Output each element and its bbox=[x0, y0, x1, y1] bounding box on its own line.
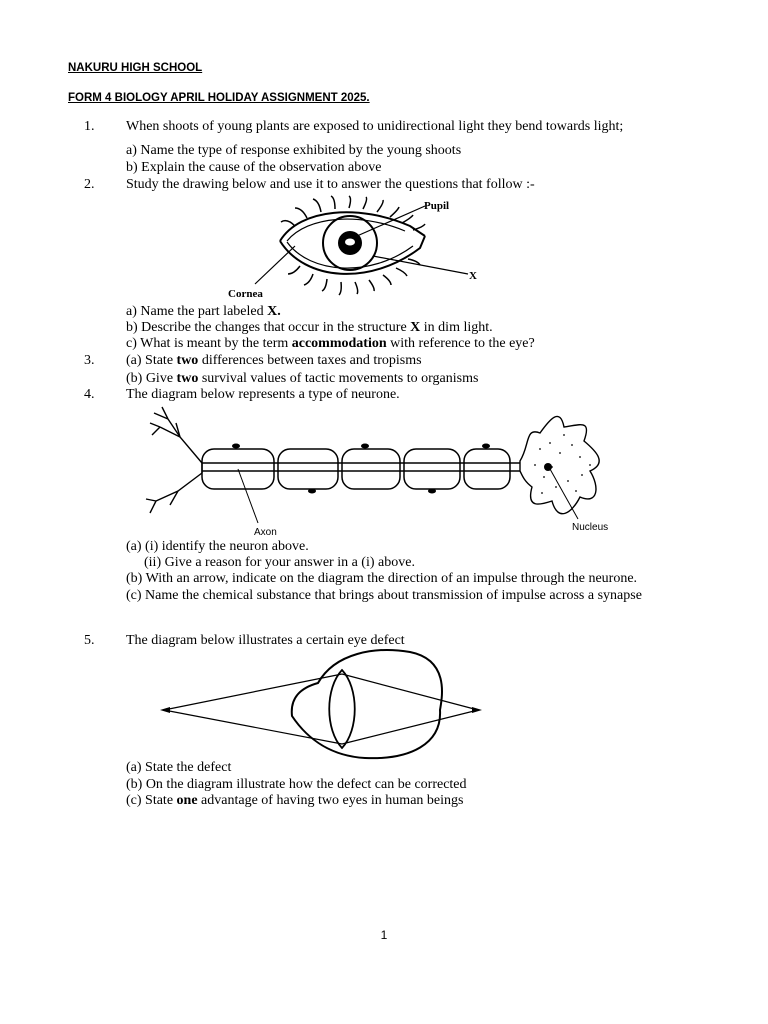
focus-point-left bbox=[160, 707, 170, 713]
q4-part-c: (c) Name the chemical substance that brings about transmission of impulse across a synapse bbox=[126, 588, 642, 603]
myelin-sheath bbox=[202, 449, 510, 489]
q5-part-c: (c) State one advantage of having two eyes in human beings bbox=[126, 793, 464, 808]
q4-part-b: (b) With an arrow, indicate on the diagram the direction of an impulse through the neurone. bbox=[126, 571, 638, 586]
q2-part-a: a) Name the part labeled X. bbox=[126, 304, 281, 319]
label-x: X bbox=[469, 270, 477, 282]
q5-part-b: (b) On the diagram illustrate how the defect can be corrected bbox=[126, 777, 467, 792]
dendrites-left bbox=[146, 407, 202, 513]
assignment-title: FORM 4 BIOLOGY APRIL HOLIDAY ASSIGNMENT 2025. bbox=[68, 92, 370, 104]
q1-number: 1. bbox=[84, 119, 95, 134]
lower-eyelashes bbox=[288, 259, 420, 295]
page-number: 1 bbox=[380, 928, 388, 942]
q1-part-a: a) Name the type of response exhibited by the young shoots bbox=[126, 143, 462, 158]
eye-defect-diagram bbox=[160, 648, 485, 763]
q2-number: 2. bbox=[84, 177, 95, 192]
q2-stem: Study the drawing below and use it to answer the questions that follow :- bbox=[126, 177, 535, 192]
eye-diagram bbox=[225, 196, 485, 301]
q5-stem: The diagram below illustrates a certain eye defect bbox=[126, 633, 405, 648]
light-rays bbox=[164, 674, 478, 744]
q4-part-a-i: (a) (i) identify the neuron above. bbox=[126, 539, 309, 554]
school-name: NAKURU HIGH SCHOOL bbox=[68, 62, 203, 74]
focus-point-right bbox=[472, 707, 482, 713]
q2-part-b: b) Describe the changes that occur in the structure X in dim light. bbox=[126, 320, 493, 335]
label-cornea: Cornea bbox=[228, 288, 263, 300]
eyeball bbox=[292, 650, 442, 758]
cell-body-granules bbox=[534, 434, 591, 494]
q3-part-b: (b) Give two survival values of tactic movements to organisms bbox=[126, 371, 479, 386]
q1-stem: When shoots of young plants are exposed to unidirectional light they bend towards light; bbox=[126, 119, 624, 134]
label-pupil: Pupil bbox=[424, 200, 450, 212]
q2-part-c: c) What is meant by the term accommodation with reference to the eye? bbox=[126, 336, 535, 351]
q1-part-b: b) Explain the cause of the observation above bbox=[126, 160, 382, 175]
nucleus-pointer bbox=[550, 469, 578, 519]
lens bbox=[329, 670, 355, 748]
q3-part-a: (a) State two differences between taxes and tropisms bbox=[126, 353, 422, 368]
q4-stem: The diagram below represents a type of neurone. bbox=[126, 387, 400, 402]
label-nucleus: Nucleus bbox=[572, 522, 609, 533]
label-axon: Axon bbox=[254, 527, 277, 538]
axon-pointer bbox=[238, 469, 258, 523]
q4-number: 4. bbox=[84, 387, 95, 402]
cornea-pointer bbox=[255, 246, 295, 284]
x-pointer bbox=[373, 256, 468, 274]
q5-number: 5. bbox=[84, 633, 95, 648]
cell-body bbox=[520, 416, 599, 513]
q4-part-a-ii: (ii) Give a reason for your answer in a (i) above. bbox=[144, 555, 415, 570]
neurone-diagram bbox=[140, 405, 615, 540]
q5-part-a: (a) State the defect bbox=[126, 760, 232, 775]
q3-number: 3. bbox=[84, 353, 95, 368]
